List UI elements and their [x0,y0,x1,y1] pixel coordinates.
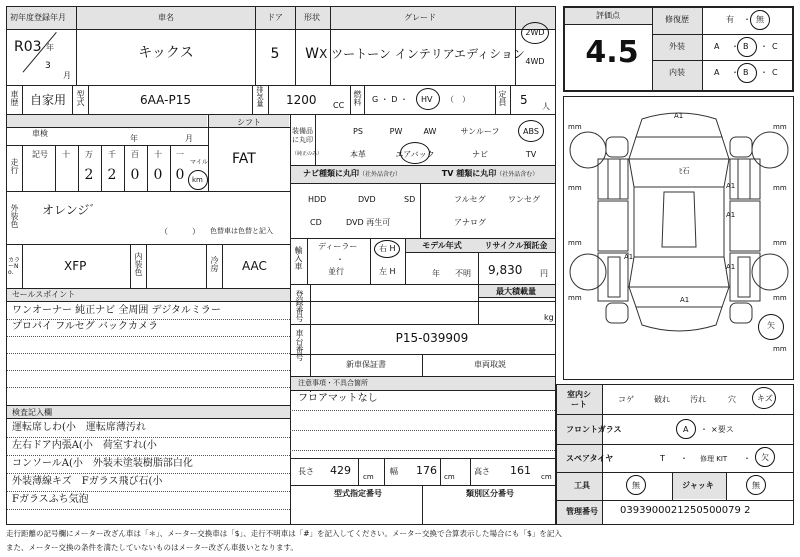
grade-value: X ツートーン インテリアエディション [319,47,525,61]
new-warranty: 新車保証書 [346,360,386,369]
displacement-label: 排気量 [256,86,264,107]
model-year-unknown: 不明 [455,269,471,278]
tire-mm-3: mm [568,184,582,192]
int-b: B [743,68,749,77]
spare-kit: 修理 KIT [700,455,728,463]
repair-none: 無 [756,15,764,24]
left-h: 左 H [379,267,396,276]
tire-mm-6: mm [773,239,787,247]
capacity-label: 定員 [498,90,507,106]
ext-dot1: ・ [731,42,739,51]
nav-hdd: HDD [308,195,327,204]
car-name: キックス [138,45,194,61]
month-value: 3 [45,61,51,71]
repair-dot: ・ [743,15,751,24]
equip-sunroof: サンルーフ [460,127,500,136]
color-no-value: XFP [64,259,87,273]
capacity-value: 5 [520,93,528,107]
footer-line-2: また、メーター交換の条件を満たしていないものはメーター改ざん車扱いとなります。 [6,543,298,552]
digit-header-3: 百 [131,150,139,159]
shift-value: FAT [232,151,256,167]
recycle-value: 9,830 [488,263,523,277]
import-dot: ・ [336,255,344,264]
spare-t: T [660,454,665,463]
mileage-digit-3: 0 [130,167,140,183]
mark-a1-right: A1 [726,182,736,190]
fuel-label: 燃料 [353,90,362,106]
color-paren: （ ） [160,227,200,236]
inspector-line-3: コンソールA(小 外装未塗装樹脂部白化 [12,458,193,469]
tire-mm-5: mm [568,239,582,247]
inspector-label: 検査記入欄 [12,408,52,417]
inspector-line-1: 運転席しわ(小 運転席薄汚れ [12,422,146,433]
nav-sd: SD [404,195,416,204]
tire-mm-7: mm [568,294,582,302]
mileage-label: 走行 [10,158,19,174]
digit-header-0: 十 [62,150,70,159]
fuel-value: G ・ D ・ [372,95,408,104]
length-unit: cm [363,473,374,481]
mileage-digit-4: 0 [153,167,163,183]
mark-a1-right2: A1 [726,211,736,219]
width-unit: cm [444,473,455,481]
spare-label: スペアタイヤ [566,454,614,463]
ext-c: C [772,42,778,51]
color-label: 外装色 [10,204,19,228]
chassis-label: 車台番号 [295,329,304,361]
month-unit: 月 [63,71,71,80]
nav-label: ナビ種類に丸印（社外品含む） [302,169,402,178]
year-label: 初年度登録年月 [10,13,66,22]
equip-leather: 本革 [350,150,366,159]
equip-abs: ABS [523,127,539,136]
mileage-digit-2: 2 [107,167,117,183]
model-year-label: モデル年式 [422,241,462,250]
jack-value: 無 [752,481,760,490]
tire-mm-2: mm [773,123,787,131]
seat-burn: コゲ [618,395,634,404]
recycle-label: リサイクル預託金 [484,241,548,250]
digit-header-4: 十 [154,150,162,159]
tools-value: 無 [632,481,640,490]
shape-value: W [305,46,319,62]
shape-label: 形状 [304,13,320,22]
mark-a1-top: A1 [674,112,684,120]
length-label: 長さ [298,467,314,476]
tire-mm-9: mm [773,345,787,353]
equip-tv: TV [525,150,537,159]
equip-navi: ナビ [472,150,488,159]
tools-label: 工具 [574,481,590,490]
tire-mm-1: mm [568,123,582,131]
tire-mm-8: mm [773,294,787,302]
shift-label: シフト [237,118,261,127]
door-value: 5 [270,46,280,62]
length-value: 429 [330,464,351,477]
color-no-label: カラーNo. [8,257,21,276]
km-label: km [192,176,203,184]
ext-dot2: ・ [760,42,768,51]
equip-ps: PS [353,127,363,136]
mark-a1-right3: A1 [726,263,736,271]
max-load-label: 最大積載量 [496,287,536,296]
tv-label: TV 種類に丸印（社外品含む） [441,169,539,178]
model-value: 6AA-P15 [140,93,191,107]
model-year-unit: 年 [432,269,440,278]
height-label: 高さ [474,467,490,476]
ac-value: AAC [242,259,267,273]
mileage-digit-1: 2 [84,167,94,183]
inspection-year: 年 [130,134,138,143]
symbol-label: 記号 [32,150,48,159]
nav-dvd-play: DVD 再生可 [346,218,391,227]
class-label: 類別区分番号 [466,489,514,498]
use-value: 自家用 [30,93,67,107]
interior-label: 内装 [669,68,685,77]
interior-color-label: 内装色 [134,252,143,276]
height-value: 161 [510,464,531,477]
seat-hole: 穴 [728,395,736,404]
car-name-label: 車名 [158,13,174,22]
equip-sub: （純正のみ） [292,151,323,157]
spare-none: 欠 [761,453,769,462]
height-unit: cm [541,473,552,481]
import-dealer: ディーラー [318,242,358,251]
spare-dot1: ・ [680,454,688,463]
fuel-paren: （ ） [446,95,470,104]
car-outline [564,97,793,379]
int-dot1: ・ [731,68,739,77]
sales-label: セールスポイント [12,290,76,299]
cc-unit: CC [333,101,345,110]
mark-a1-bottom: A1 [680,296,690,304]
glass-a: A [683,425,689,434]
import-label: 輸入車 [294,246,303,270]
tire-mm-4: mm [773,184,787,192]
glass-label: フロントガラス [566,425,622,434]
kg-unit: kg [544,313,554,322]
year-value: R03 [14,39,42,55]
inspector-line-5: Fガラスふち気泡 [12,494,89,505]
score-value: 4.5 [585,35,639,70]
sales-line-2: プロパイ フルセグ バックカメラ [12,321,158,332]
seat-tear: 破れ [654,395,670,404]
year-unit: 年 [46,43,54,52]
mgmt-label: 管理番号 [566,507,598,516]
mile-label: マイル [190,159,208,166]
reg-label: 登録番号 [295,290,304,322]
exterior-label: 外装 [669,42,685,51]
manual: 車両取説 [474,360,506,369]
inspection-label: 車検 [32,129,48,138]
equip-aw: AW [423,127,437,136]
int-dot2: ・ [760,68,768,77]
displacement-value: 1200 [286,93,317,107]
inspector-line-4: 外装薄線キズ Fガラス飛び石(小 [12,476,163,487]
equip-airbag: エアバック [395,150,435,159]
ext-b: B [743,42,749,51]
inspector-line-2: 左右ドア内張A(小 荷室すれ(小 [12,440,157,451]
door-label: ドア [267,13,283,22]
footer-line-1: 走行距離の記号欄にメーター改ざん車は「＊」、メーター交換車は「$」、走行不明車は「#」を記入してください。メーター交換で合算表示した場合にも「$」を記入 [6,529,562,538]
capacity-unit: 人 [542,102,550,111]
ac-label: 冷房 [210,256,219,272]
glass-x: ×要ス [711,425,734,434]
rear-mark: 矢 [767,321,775,330]
color-value: オレンジ゛ [42,203,102,217]
jack-label: ジャッキ [682,481,714,490]
recycle-yen: 円 [540,269,548,278]
mgmt-value: 0393900021250500079 2 [620,505,751,516]
equip-label: 装備品に丸印 [292,127,313,145]
inspection-month: 月 [185,134,193,143]
chassis-value: P15-039909 [395,331,469,345]
mark-a1-left: A1 [624,253,634,261]
drive-4wd: 4WD [525,57,545,66]
equip-pw: PW [389,127,403,136]
use-label: 車歴 [10,90,19,106]
grade-label: グレード [404,13,436,22]
spare-dot2: ・ [743,454,751,463]
import-parallel: 並行 [328,267,344,276]
color-note: 色替車は色替と記入 [210,227,273,235]
drive-2wd: 2WD [525,28,545,37]
int-c: C [772,68,778,77]
model-label: 型式 [76,90,85,106]
nav-dvd: DVD [358,195,376,204]
digit-header-2: 千 [108,150,116,159]
width-value: 176 [416,464,437,477]
sales-line-1: ワンオーナー 純正ナビ 全周囲 デジタルミラー [12,305,221,316]
seat-label: 室内シート [567,390,591,410]
mileage-digit-5: 0 [175,167,185,183]
repair-yes: 有 [726,15,734,24]
ext-a: A [714,42,720,51]
mark-center: ﾋ石 [679,167,690,175]
fuel-hv: HV [421,95,433,104]
tv-fullseg: フルセグ [454,195,486,204]
tv-oneseg: ワンセグ [508,195,540,204]
notes-value: フロアマットなし [298,393,378,404]
nav-cd: CD [310,218,322,227]
seat-dirty: 汚れ [690,395,706,404]
int-a: A [714,68,720,77]
repair-label: 修復歴 [665,15,689,24]
digit-header-5: 一 [176,150,184,159]
tv-analog: アナログ [454,218,486,227]
width-label: 幅 [390,467,398,476]
digit-header-1: 万 [85,150,93,159]
right-h: 右 H [379,244,396,253]
score-label: 評価点 [596,11,620,20]
type-cert-label: 型式指定番号 [334,489,382,498]
notes-label: 注意事項・不具合箇所 [298,379,368,387]
seat-scratch: キズ [757,394,773,403]
glass-dot: ・ [700,425,708,434]
